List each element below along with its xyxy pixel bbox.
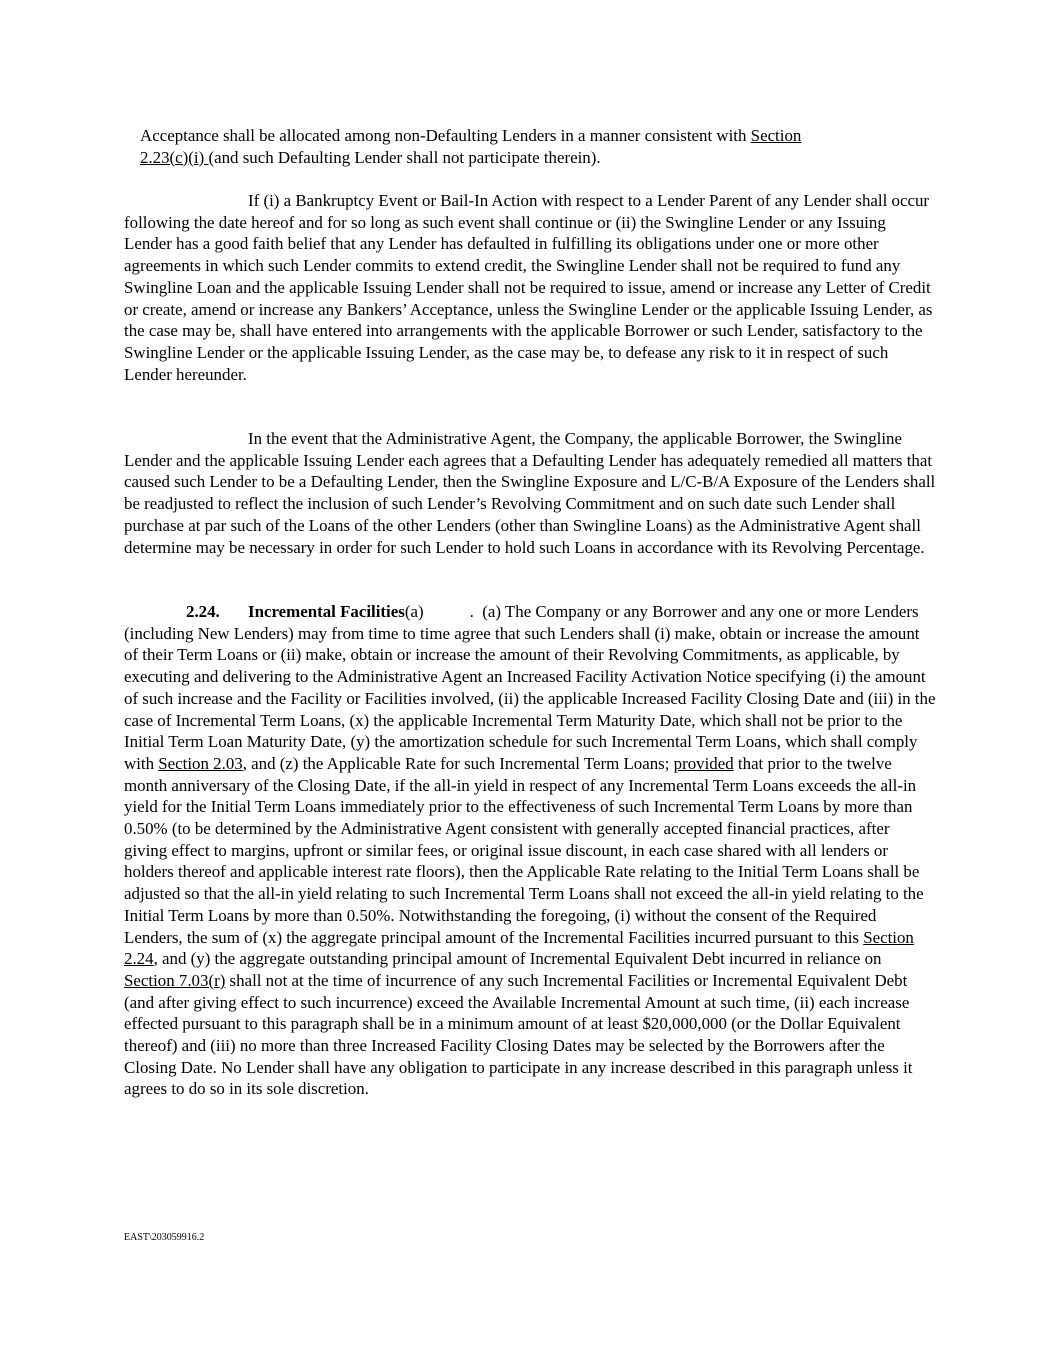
section-reference: 2.23(c)(i) <box>140 147 209 167</box>
paragraph-text: , and (y) the aggregate outstanding principal amount of Incremental Equivalent Debt incurred in reliance on <box>153 949 882 969</box>
paragraph-text: Acceptance shall be allocated among non-Defaulting Lenders in a manner consistent with <box>140 126 751 145</box>
period: . <box>469 602 474 621</box>
paragraph-text: shall not at the time of incurrence of any such Incremental Facilities or Incremental Equivalent Debt (and after giving effect to such incurrence) exceed the Available Incremental Amount at such time, (ii) each increase effected pursuant to this paragraph shall be in a minimum amount of at least $20,000,000 (or the Dollar Equivalent thereof) and (iii) no more than three Increased Facility Closing Dates may be selected by the Borrowers after the Closing Date. No Lender shall have any obligation to participate in any increase described in this paragraph unless it agrees to do so in its sole discretion. <box>124 970 913 1099</box>
paragraph-text: (and such Defaulting Lender shall not participate therein). <box>208 147 601 167</box>
section-title-suffix: (a) <box>404 602 424 621</box>
document-footer-id: EAST\203059916.2 <box>124 1232 205 1243</box>
section-reference: Section <box>750 126 802 145</box>
section-2-24-incremental-facilities <box>124 601 936 1100</box>
paragraph-text: In the event that the Administrative Agent, the Company, the applicable Borrower, the Swingline Lender and the applicable Issuing Lender each agrees that a Defaulting Lender has adequately remedied all matters that caused such Lender to be a Defaulting Lender, then the Swingline Exposure and L/C-B/A Exposure of the Lenders shall be readjusted to reflect the inclusion of such Lender’s Revolving Commitment and on such date such Lender shall purchase at par such of the Loans of the other Lenders (other than Swingline Loans) as the Administrative Agent shall determine may be necessary in order for such Lender to hold such Loans in accordance with its Revolving Percentage. <box>124 429 936 557</box>
paragraph-bankruptcy-event <box>124 190 936 385</box>
section-reference: Section 2.24 <box>124 927 914 969</box>
proviso-term: provided <box>673 753 734 773</box>
section-title: Incremental Facilities <box>248 602 405 621</box>
section-number: 2.24. <box>186 602 220 621</box>
paragraph-text: If (i) a Bankruptcy Event or Bail-In Action with respect to a Lender Parent of any Lender shall occur following the date hereof and for so long as such event shall continue or (ii) the Swingline Lender or any Issuing Lender has a good faith belief that any Lender has defaulted in fulfilling its obligations under one or more other agreements in which such Lender commits to extend credit, the Swingline Lender shall not be required to fund any Swingline Loan and the applicable Issuing Lender shall not be required to issue, amend or increase any Letter of Credit or create, amend or increase any Bankers’ Acceptance, unless the Swingline Lender or the applicable Issuing Lender, as the case may be, shall have entered into arrangements with the applicable Borrower or such Lender, satisfactory to the Swingline Lender or the applicable Issuing Lender, as the case may be, to defease any risk to it in respect of such Lender hereunder. <box>124 191 933 384</box>
section-reference: Section 7.03(r) <box>124 970 226 990</box>
paragraph-text: , and (z) the Applicable Rate for such Incremental Term Loans; <box>242 753 674 773</box>
paragraph-text: that prior to the twelve month anniversary of the Closing Date, if the all-in yield in respect of any Incremental Term Loans exceeds the all-in yield for the Initial Term Loans immediately prior to the effectiveness of such Incremental Term Loans by more than 0.50% (to be determined by the Administrative Agent consistent with generally accepted financial practices, after giving effect to margins, upfront or similar fees, or original issue discount, in each case shared with all lenders or holders thereof and applicable interest rate floors), then the Applicable Rate relating to the Initial Term Loans shall be adjusted so that the all-in yield relating to such Incremental Term Loans shall not exceed the all-in yield relating to the Initial Term Loans by more than 0.50%. Notwithstanding the foregoing, (i) without the consent of the Required Lenders, the sum of (x) the aggregate principal amount of the Incremental Facilities incurred pursuant to this <box>124 753 924 947</box>
paragraph-defaulting-lender-remedy <box>124 428 936 558</box>
paragraph-continuation <box>140 125 936 168</box>
section-reference: Section 2.03 <box>158 753 243 773</box>
paragraph-text: (a) The Company or any Borrower and any one or more Lenders (including New Lenders) may from time to time agree that such Lenders shall (i) make, obtain or increase the amount of their Term Loans or (ii) make, obtain or increase the amount of their Revolving Commitments, as applicable, by executing and delivering to the Administrative Agent an Increased Facility Activation Notice specifying (i) the amount of such increase and the Facility or Facilities involved, (ii) the applicable Increased Facility Closing Date and (iii) in the case of Incremental Term Loans, (x) the applicable Incremental Term Maturity Date, which shall not be prior to the Initial Term Loan Maturity Date, (y) the amortization schedule for such Incremental Term Loans, which shall comply with <box>124 602 936 773</box>
